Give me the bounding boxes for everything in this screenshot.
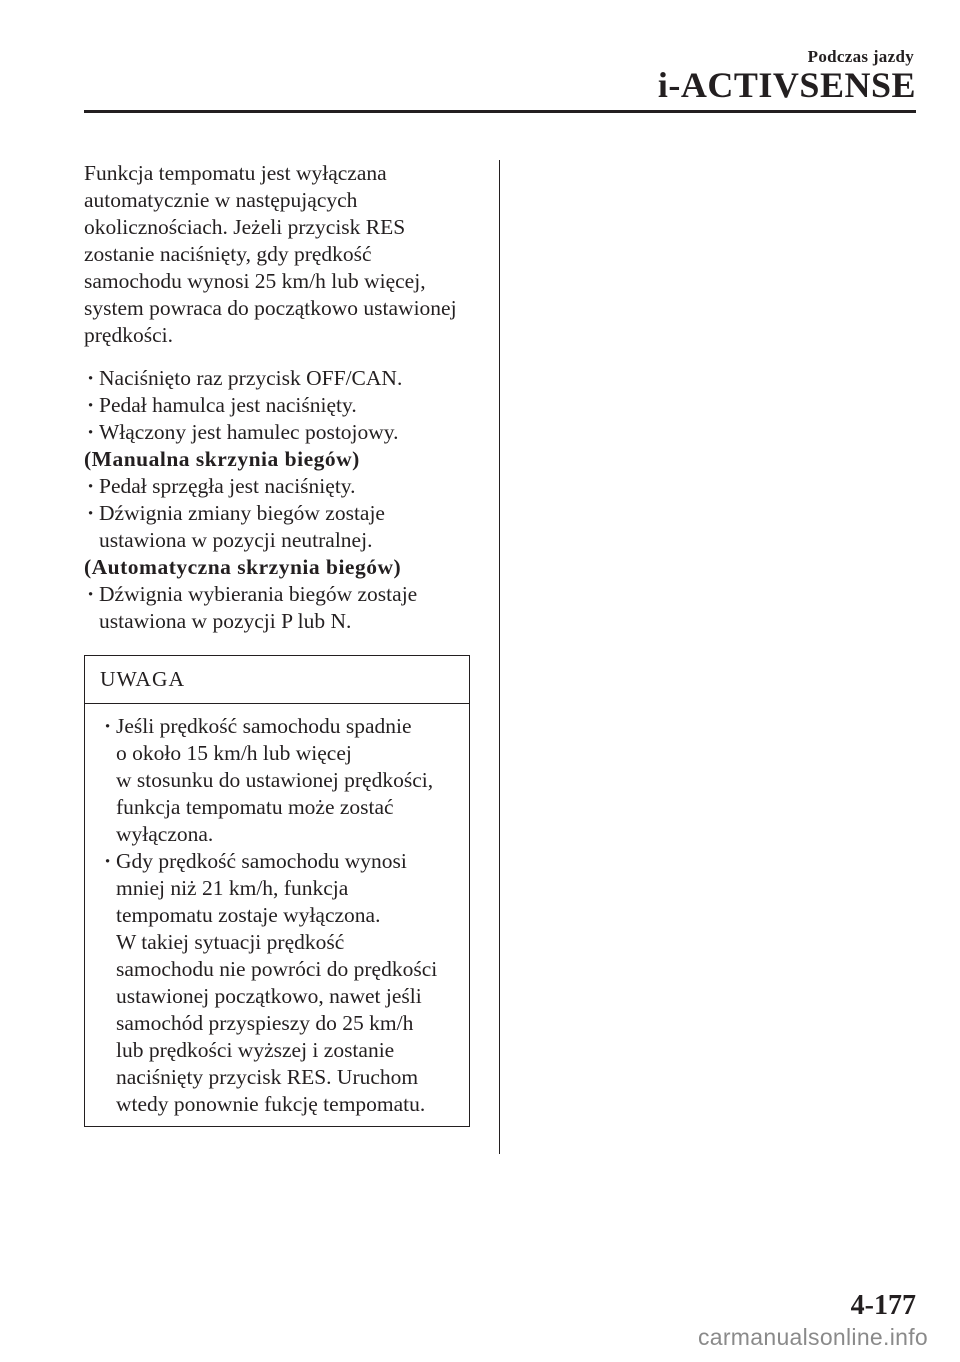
note-box [84, 655, 470, 1127]
bullet-icon: · [104, 849, 112, 873]
main-column [84, 160, 484, 1127]
list-item: · Dźwignia zmiany biegów zostaje ustawiona w pozycji neutralnej. [87, 501, 385, 552]
page-number: 4-177 [850, 1290, 916, 1321]
bullet-icon: · [104, 714, 112, 738]
automatic-heading: (Automatyczna skrzynia biegów) [84, 555, 402, 579]
list-item: · Naciśnięto raz przycisk OFF/CAN. [87, 366, 403, 390]
list-item: · Dźwignia wybierania biegów zostaje ustawiona w pozycji P lub N. [87, 582, 418, 633]
note-title: UWAGA [85, 656, 469, 704]
bullet-icon: · [87, 393, 95, 417]
intro-line: system powraca do początkowo ustawionej [84, 296, 457, 320]
bullet-icon: · [87, 420, 95, 444]
manual-list [84, 473, 484, 554]
intro-line: okolicznościach. Jeżeli przycisk RES [84, 215, 406, 239]
list-item: · Pedał sprzęgła jest naciśnięty. [87, 474, 356, 498]
watermark-site[interactable]: carmanualsonline.info [697, 1324, 928, 1350]
column-divider [499, 160, 500, 1154]
intro-paragraph [84, 160, 479, 349]
intro-line: prędkości. [84, 323, 173, 347]
intro-line: zostanie naciśnięty, gdy prędkość [84, 242, 372, 266]
intro-line: automatycznie w następujących [84, 188, 358, 212]
chapter-title: i-ACTIVSENSE [657, 65, 916, 105]
intro-line: samochodu wynosi 25 km/h lub więcej, [84, 269, 426, 293]
note-body [85, 704, 469, 1126]
automatic-list [84, 581, 484, 635]
bullet-icon: · [87, 501, 95, 525]
bullet-icon: · [87, 366, 95, 390]
list-item: · Jeśli prędkość samochodu spadnie o około 15 km/h lub więcej w stosunku do ustawionej prędkości, funkcja tempomatu może zostać wyłączona. [104, 714, 434, 846]
list-item: · Włączony jest hamulec postojowy. [87, 420, 399, 444]
header-rule [84, 110, 916, 113]
list-item: · Pedał hamulca jest naciśnięty. [87, 393, 357, 417]
manual-heading: (Manualna skrzynia biegów) [84, 447, 360, 471]
section-label: Podczas jazdy [807, 47, 914, 66]
intro-line: Funkcja tempomatu jest wyłączana [84, 161, 387, 185]
cancel-conditions-list [84, 365, 484, 446]
bullet-icon: · [87, 582, 95, 606]
list-item: · Gdy prędkość samochodu wynosi mniej niż 21 km/h, funkcja tempomatu zostaje wyłączona. W takiej sytuacji prędkość samochodu nie powróci do prędkości ustawionej początkowo, nawet jeśli samochód przyspieszy do 25 km/h lub prędkości wyższej i zostanie naciśnięty przycisk RES. Uruchom wtedy ponownie fukcję tempomatu. [104, 849, 438, 1116]
bullet-icon: · [87, 474, 95, 498]
